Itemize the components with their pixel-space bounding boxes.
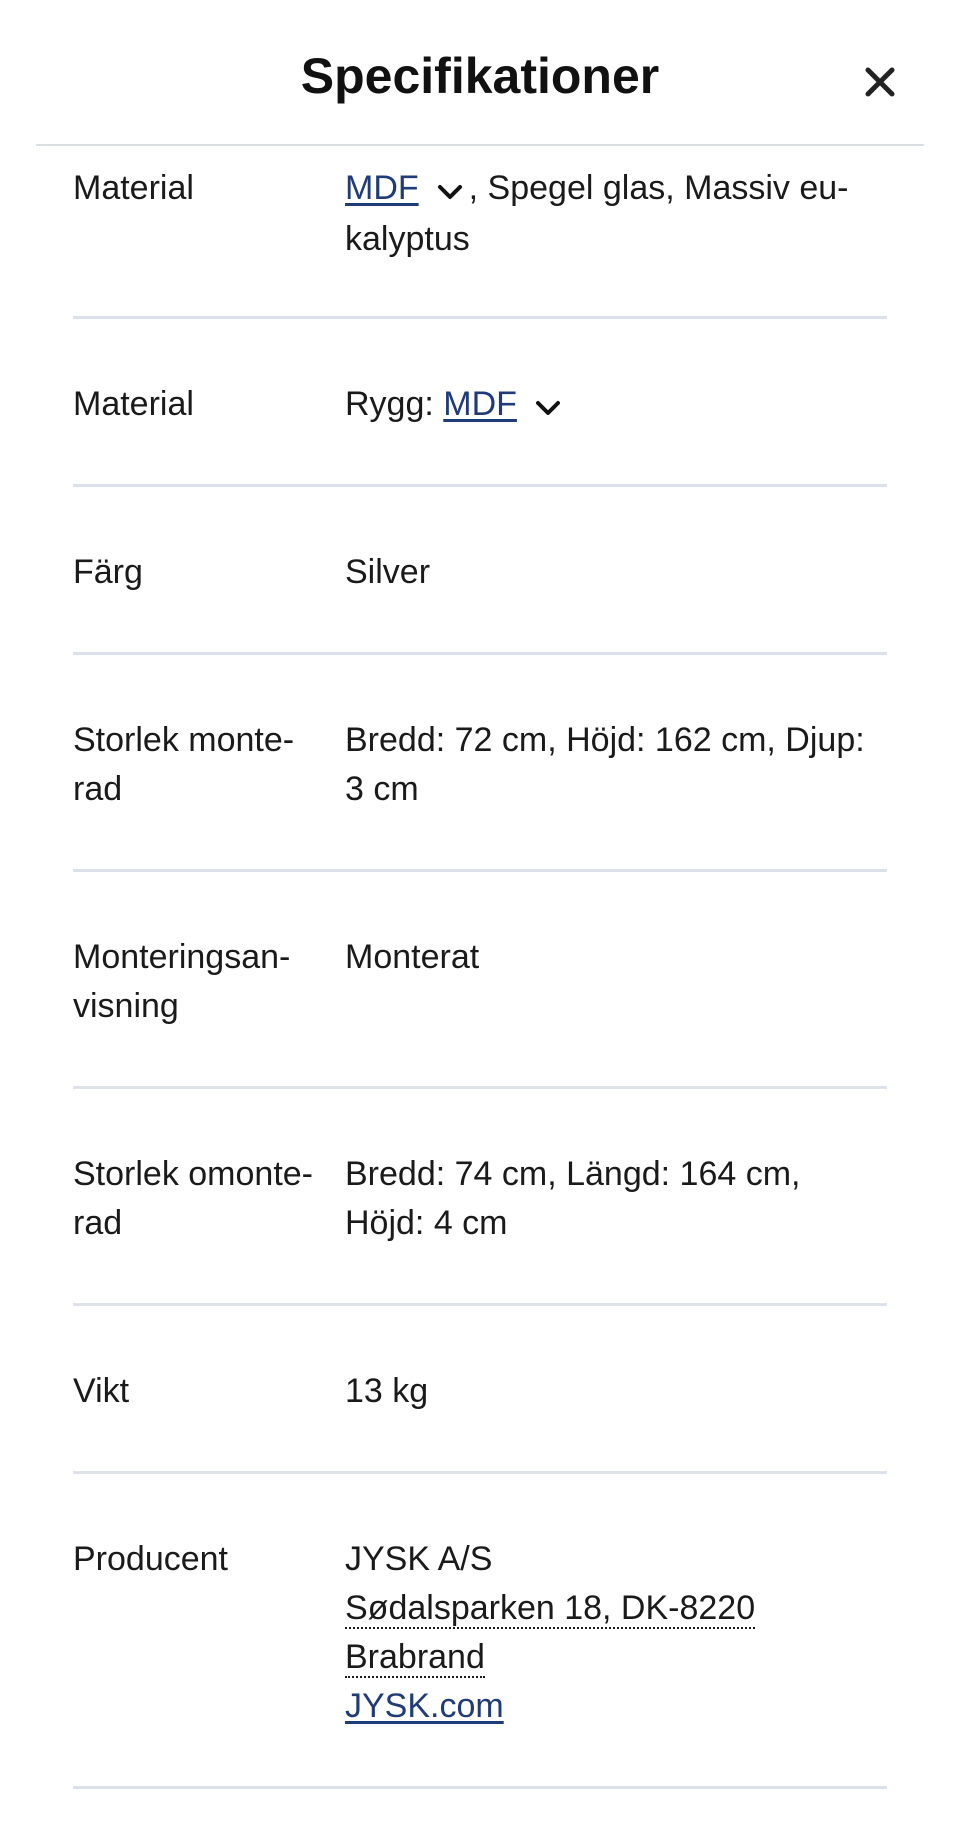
row-divider	[73, 652, 887, 655]
spec-value-text: , Spegel glas, Massiv eu-	[468, 169, 849, 207]
manufacturer-address-line1	[345, 1584, 890, 1633]
spec-label-line1: Monteringsan-	[73, 938, 291, 976]
row-divider	[73, 1086, 887, 1089]
row-divider	[73, 316, 887, 319]
spec-label-line2: rad	[73, 770, 123, 808]
manufacturer-website-link[interactable]: JYSK.com	[345, 1687, 504, 1725]
spec-value	[345, 1535, 890, 1731]
chevron-down-icon[interactable]	[535, 382, 561, 431]
spec-label-line1: Storlek omonte-	[73, 1155, 313, 1193]
spec-value: Monterat	[345, 938, 480, 976]
spec-label	[73, 933, 338, 1031]
spec-value-line1: Bredd: 74 cm, Längd: 164 cm,	[345, 1155, 801, 1193]
row-divider	[73, 484, 887, 487]
spec-value	[345, 716, 890, 814]
spec-label: Material	[73, 169, 194, 207]
material-link[interactable]: MDF	[443, 385, 517, 423]
close-icon	[858, 60, 902, 104]
spec-label	[73, 716, 338, 814]
address-text: Sødalsparken 18, DK-8220	[345, 1589, 756, 1627]
manufacturer-name: JYSK A/S	[345, 1540, 493, 1578]
spec-label: Producent	[73, 1540, 228, 1578]
spec-label	[73, 1150, 338, 1248]
row-divider	[73, 1471, 887, 1474]
spec-value	[345, 380, 890, 431]
spec-value	[345, 1150, 890, 1248]
address-text: Brabrand	[345, 1638, 485, 1676]
manufacturer-address-line2	[345, 1633, 890, 1682]
spec-label-line2: visning	[73, 987, 179, 1025]
page-title: Specifikationer	[300, 48, 660, 104]
manufacturer-website-line	[345, 1682, 890, 1731]
row-divider	[73, 869, 887, 872]
spec-value: Silver	[345, 553, 431, 591]
spec-value-prefix: Rygg:	[345, 385, 444, 423]
spec-value	[345, 164, 890, 264]
spec-label-line1: Storlek monte-	[73, 721, 295, 759]
material-link[interactable]: MDF	[345, 169, 419, 207]
chevron-down-icon[interactable]	[437, 166, 463, 215]
spec-label: Material	[73, 385, 194, 423]
spec-label: Vikt	[73, 1372, 130, 1410]
row-divider	[73, 1303, 887, 1306]
spec-label: Färg	[73, 553, 143, 591]
spec-value-line1: Bredd: 72 cm, Höjd: 162 cm, Djup:	[345, 721, 865, 759]
sheet-header	[0, 0, 960, 145]
row-divider	[73, 1786, 887, 1789]
spec-value: 13 kg	[345, 1372, 429, 1410]
spec-label-line2: rad	[73, 1204, 123, 1242]
close-button[interactable]	[858, 60, 902, 104]
spec-value-text-line2: kalyptus	[345, 219, 470, 258]
spec-value-line2: Höjd: 4 cm	[345, 1204, 508, 1242]
header-divider	[36, 144, 924, 146]
spec-value-line2: 3 cm	[345, 770, 419, 808]
